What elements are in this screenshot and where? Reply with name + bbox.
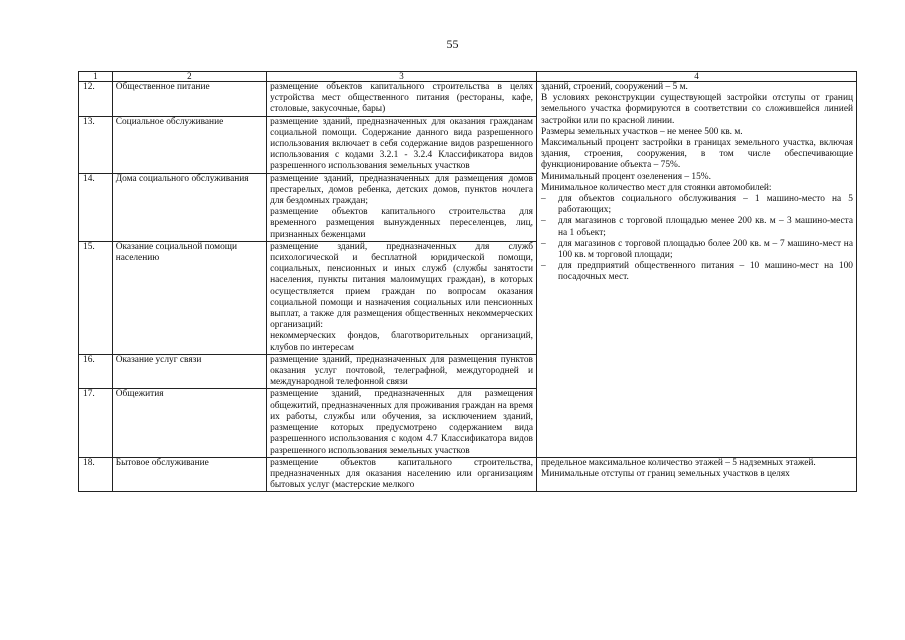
row-number: 15.	[79, 241, 113, 354]
list-item	[541, 261, 853, 283]
dash-bullet: –	[540, 238, 546, 249]
use-type-description: размещение зданий, предназначенных для размещения пунктов оказания услуг почтовой, телеграфной, междугородней и международной телефонной связи	[267, 354, 537, 389]
parameter-text: Размеры земельных участков – не менее 500 кв. м.	[540, 126, 743, 137]
use-type-name: Общественное питание	[112, 82, 266, 117]
parameter-text: Минимальный процент озеленения – 15%.	[540, 171, 711, 182]
parameters-cell	[536, 82, 856, 458]
use-type-description	[267, 241, 537, 354]
row-number: 17.	[79, 389, 113, 457]
use-type-name: Оказание социальной помощи населению	[112, 241, 266, 354]
list-item	[541, 194, 853, 216]
parking-list	[541, 194, 853, 284]
dash-bullet: –	[540, 216, 546, 227]
parameter-text: предельное максимальное количество этажей – 5 надземных этажей.	[540, 457, 816, 468]
page-number: 55	[446, 37, 459, 51]
table-header-row	[79, 72, 857, 82]
list-item	[541, 239, 853, 261]
use-type-name: Общежития	[112, 389, 266, 457]
description-paragraph: некоммерческих фондов, благотворительных организаций, клубов по интересам	[270, 331, 533, 353]
use-type-description: размещение зданий, предназначенных для оказания гражданам социальной помощи. Содержание данного вида разрешенного использования включает в себя содержание видов разрешенного использования с кодами 3.2.1 - 3.2.4 Классификатора видов разрешенного использования земельных участков	[267, 116, 537, 173]
parameter-text: Минимальные отступы от границ земельных участков в целях	[540, 468, 790, 479]
use-type-name: Социальное обслуживание	[112, 116, 266, 173]
column-header: 2	[112, 72, 266, 82]
row-number: 13.	[79, 116, 113, 173]
description-paragraph: размещение зданий, предназначенных для размещения домов престарелых, домов ребенка, детских домов, пунктов ночлега для бездомных граждан;	[270, 173, 533, 207]
row-number: 16.	[79, 354, 113, 389]
list-item-text: для магазинов с торговой площадью более 200 кв. м – 7 машино-мест на 100 кв. м торговой площади;	[557, 238, 853, 261]
list-item-text: для предприятий общественного питания – 10 машино-мест на 100 посадочных мест.	[557, 261, 853, 283]
use-type-description: размещение зданий, предназначенных для размещения общежитий, предназначенных для проживания граждан на время их работы, службы или обучения, за исключением зданий, размещение которых предусмотрено содержанием вида разрешенного использования с кодом 4.7 Классификатора видов разрешенного использования земельных участков	[267, 389, 537, 457]
use-type-name: Оказание услуг связи	[112, 354, 266, 389]
row-number: 12.	[79, 82, 113, 117]
column-header: 3	[267, 72, 537, 82]
list-item	[541, 216, 853, 238]
parameter-text: зданий, строений, сооружений – 5 м.	[540, 82, 688, 92]
use-type-name: Дома социального обслуживания	[112, 173, 266, 241]
table-row	[79, 457, 857, 492]
parameters-cell	[536, 457, 856, 492]
description-paragraph: размещение объектов капитального строительства для временного размещения вынужденных переселенцев, лиц, признанных беженцами	[270, 207, 533, 240]
parameter-text: Максимальный процент застройки в границах земельного участка, включая здания, строения, сооружения, в том числе обеспечивающие функционирование объекта – 75%.	[540, 138, 853, 171]
regulations-table	[78, 71, 857, 492]
use-type-description: размещение объектов капитального строительства, предназначенных для оказания населению или организациям бытовых услуг (мастерские мелкого	[267, 457, 537, 492]
dash-bullet: –	[540, 261, 546, 272]
parameter-text: В условиях реконструкции существующей застройки отступы от границ земельного участка формируются в соответствии со сложившейся линией застройки или по красной линии.	[540, 93, 853, 126]
use-type-description: размещение объектов капитального строительства в целях устройства мест общественного питания (рестораны, кафе, столовые, закусочные, бары)	[267, 82, 537, 117]
use-type-name: Бытовое обслуживание	[112, 457, 266, 492]
description-paragraph: размещение зданий, предназначенных для служб психологической и бесплатной юридической помощи, социальных, пенсионных и иных служб (службы занятости населения, пункты питания малоимущих граждан), в которых осуществляется прием граждан по вопросам оказания социальной помощи и назначения социальных или пенсионных выплат, а также для размещения общественных некоммерческих организаций:	[270, 241, 533, 331]
table-row	[79, 82, 857, 117]
row-number: 18.	[79, 457, 113, 492]
parameter-text: Минимальное количество мест для стоянки автомобилей:	[540, 182, 772, 193]
list-item-text: для магазинов с торговой площадью менее 200 кв. м – 3 машино-места на 1 объект;	[557, 216, 853, 238]
use-type-description	[267, 173, 537, 241]
dash-bullet: –	[540, 194, 546, 205]
list-item-text: для объектов социального обслуживания – 1 машино-место на 5 работающих;	[557, 194, 853, 216]
row-number: 14.	[79, 173, 113, 241]
column-header: 1	[79, 72, 113, 82]
column-header: 4	[536, 72, 856, 82]
